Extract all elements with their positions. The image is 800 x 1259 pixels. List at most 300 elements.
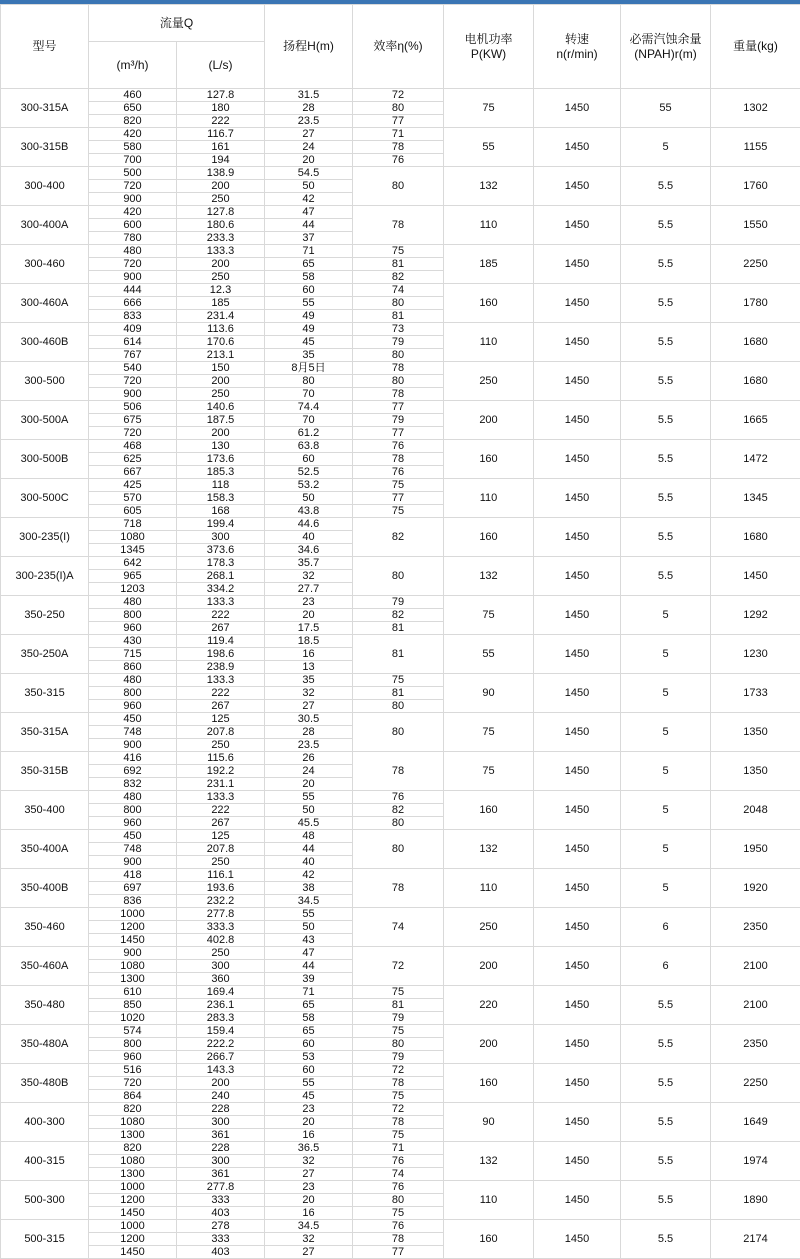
flow-m3h-cell: 720 — [89, 258, 177, 271]
flow-ls-cell: 178.3 — [177, 557, 265, 570]
model-cell: 350-460A — [1, 947, 89, 986]
efficiency-cell: 79 — [353, 596, 444, 609]
speed-cell: 1450 — [534, 947, 621, 986]
efficiency-cell: 76 — [353, 1181, 444, 1194]
efficiency-cell: 76 — [353, 791, 444, 804]
model-cell: 300-460A — [1, 284, 89, 323]
flow-m3h-cell: 900 — [89, 271, 177, 284]
flow-ls-cell: 250 — [177, 947, 265, 960]
efficiency-cell: 80 — [353, 1194, 444, 1207]
head-cell: 16 — [265, 648, 353, 661]
speed-cell: 1450 — [534, 830, 621, 869]
flow-ls-cell: 233.3 — [177, 232, 265, 245]
weight-cell: 1665 — [711, 401, 800, 440]
power-cell: 220 — [444, 986, 534, 1025]
flow-ls-cell: 200 — [177, 375, 265, 388]
efficiency-cell: 77 — [353, 401, 444, 414]
flow-m3h-cell: 1450 — [89, 934, 177, 947]
head-cell: 37 — [265, 232, 353, 245]
model-cell: 350-315A — [1, 713, 89, 752]
head-cell: 20 — [265, 1194, 353, 1207]
efficiency-cell: 80 — [353, 1038, 444, 1051]
speed-cell: 1450 — [534, 128, 621, 167]
flow-ls-cell: 277.8 — [177, 1181, 265, 1194]
flow-m3h-cell: 540 — [89, 362, 177, 375]
spec-row — [1, 674, 800, 687]
flow-ls-cell: 403 — [177, 1207, 265, 1220]
col-header-efficiency: 效率η(%) — [353, 5, 444, 89]
speed-cell: 1450 — [534, 1103, 621, 1142]
speed-cell: 1450 — [534, 557, 621, 596]
speed-cell: 1450 — [534, 713, 621, 752]
flow-m3h-cell: 1300 — [89, 1129, 177, 1142]
flow-ls-cell: 192.2 — [177, 765, 265, 778]
spec-row — [1, 284, 800, 297]
head-cell: 8月5日 — [265, 362, 353, 375]
efficiency-cell: 80 — [353, 830, 444, 869]
efficiency-cell: 78 — [353, 869, 444, 908]
head-cell: 31.5 — [265, 89, 353, 102]
flow-ls-cell: 200 — [177, 258, 265, 271]
spec-row — [1, 791, 800, 804]
flow-m3h-cell: 860 — [89, 661, 177, 674]
flow-m3h-cell: 460 — [89, 89, 177, 102]
efficiency-cell: 71 — [353, 1142, 444, 1155]
spec-row — [1, 245, 800, 258]
efficiency-cell: 72 — [353, 1064, 444, 1077]
npsh-cell: 5 — [621, 128, 711, 167]
power-cell: 132 — [444, 167, 534, 206]
power-cell: 110 — [444, 1181, 534, 1220]
flow-m3h-cell: 1345 — [89, 544, 177, 557]
flow-ls-cell: 266.7 — [177, 1051, 265, 1064]
flow-m3h-cell: 500 — [89, 167, 177, 180]
flow-m3h-cell: 1000 — [89, 1220, 177, 1233]
head-cell: 49 — [265, 323, 353, 336]
flow-ls-cell: 267 — [177, 817, 265, 830]
npsh-cell: 5.5 — [621, 167, 711, 206]
head-cell: 50 — [265, 804, 353, 817]
flow-m3h-cell: 600 — [89, 219, 177, 232]
model-cell: 350-480 — [1, 986, 89, 1025]
flow-m3h-cell: 650 — [89, 102, 177, 115]
spec-row — [1, 752, 800, 765]
flow-m3h-cell: 800 — [89, 687, 177, 700]
power-cell: 75 — [444, 89, 534, 128]
head-cell: 32 — [265, 687, 353, 700]
weight-cell: 1920 — [711, 869, 800, 908]
flow-m3h-cell: 675 — [89, 414, 177, 427]
efficiency-cell: 78 — [353, 362, 444, 375]
flow-m3h-cell: 960 — [89, 1051, 177, 1064]
speed-cell: 1450 — [534, 674, 621, 713]
head-cell: 20 — [265, 778, 353, 791]
head-cell: 28 — [265, 726, 353, 739]
col-header-power-line2: P(KW) — [444, 47, 533, 62]
head-cell: 20 — [265, 1116, 353, 1129]
speed-cell: 1450 — [534, 362, 621, 401]
col-header-speed-line1: 转速 — [534, 32, 620, 47]
efficiency-cell: 79 — [353, 336, 444, 349]
flow-ls-cell: 231.1 — [177, 778, 265, 791]
head-cell: 55 — [265, 297, 353, 310]
flow-m3h-cell: 480 — [89, 245, 177, 258]
flow-m3h-cell: 418 — [89, 869, 177, 882]
weight-cell: 1760 — [711, 167, 800, 206]
npsh-cell: 5.5 — [621, 206, 711, 245]
power-cell: 160 — [444, 1220, 534, 1259]
head-cell: 17.5 — [265, 622, 353, 635]
efficiency-cell: 78 — [353, 1233, 444, 1246]
model-cell: 300-500 — [1, 362, 89, 401]
speed-cell: 1450 — [534, 791, 621, 830]
speed-cell: 1450 — [534, 401, 621, 440]
power-cell: 250 — [444, 908, 534, 947]
power-cell: 160 — [444, 1064, 534, 1103]
npsh-cell: 5 — [621, 635, 711, 674]
weight-cell: 1680 — [711, 518, 800, 557]
flow-ls-cell: 213.1 — [177, 349, 265, 362]
efficiency-cell: 81 — [353, 310, 444, 323]
flow-ls-cell: 200 — [177, 1077, 265, 1090]
model-cell: 300-235(I)A — [1, 557, 89, 596]
flow-ls-cell: 180 — [177, 102, 265, 115]
spec-row — [1, 596, 800, 609]
flow-m3h-cell: 1200 — [89, 1194, 177, 1207]
flow-m3h-cell: 700 — [89, 154, 177, 167]
weight-cell: 1550 — [711, 206, 800, 245]
npsh-cell: 5 — [621, 791, 711, 830]
flow-ls-cell: 133.3 — [177, 596, 265, 609]
col-header-weight: 重量(kg) — [711, 5, 800, 89]
npsh-cell: 5.5 — [621, 440, 711, 479]
flow-ls-cell: 250 — [177, 856, 265, 869]
npsh-cell: 55 — [621, 89, 711, 128]
efficiency-cell: 76 — [353, 1155, 444, 1168]
flow-ls-cell: 207.8 — [177, 843, 265, 856]
model-cell: 350-460 — [1, 908, 89, 947]
flow-ls-cell: 333 — [177, 1194, 265, 1207]
flow-ls-cell: 300 — [177, 960, 265, 973]
head-cell: 60 — [265, 1064, 353, 1077]
efficiency-cell: 75 — [353, 1129, 444, 1142]
power-cell: 90 — [444, 674, 534, 713]
flow-m3h-cell: 1080 — [89, 1155, 177, 1168]
head-cell: 50 — [265, 180, 353, 193]
head-cell: 50 — [265, 492, 353, 505]
efficiency-cell: 73 — [353, 323, 444, 336]
speed-cell: 1450 — [534, 986, 621, 1025]
model-cell: 300-460B — [1, 323, 89, 362]
flow-m3h-cell: 1080 — [89, 531, 177, 544]
power-cell: 200 — [444, 401, 534, 440]
col-header-speed — [534, 5, 621, 89]
head-cell: 20 — [265, 609, 353, 622]
flow-ls-cell: 360 — [177, 973, 265, 986]
model-cell: 350-400A — [1, 830, 89, 869]
head-cell: 27.7 — [265, 583, 353, 596]
power-cell: 110 — [444, 479, 534, 518]
speed-cell: 1450 — [534, 323, 621, 362]
flow-ls-cell: 222 — [177, 115, 265, 128]
flow-m3h-cell: 720 — [89, 375, 177, 388]
flow-m3h-cell: 767 — [89, 349, 177, 362]
flow-ls-cell: 228 — [177, 1142, 265, 1155]
npsh-cell: 5.5 — [621, 518, 711, 557]
efficiency-cell: 75 — [353, 479, 444, 492]
power-cell: 200 — [444, 1025, 534, 1064]
model-cell: 400-315 — [1, 1142, 89, 1181]
head-cell: 27 — [265, 128, 353, 141]
flow-ls-cell: 119.4 — [177, 635, 265, 648]
efficiency-cell: 71 — [353, 128, 444, 141]
efficiency-cell: 72 — [353, 947, 444, 986]
efficiency-cell: 80 — [353, 102, 444, 115]
speed-cell: 1450 — [534, 1181, 621, 1220]
power-cell: 132 — [444, 557, 534, 596]
speed-cell: 1450 — [534, 1220, 621, 1259]
efficiency-cell: 76 — [353, 466, 444, 479]
flow-m3h-cell: 780 — [89, 232, 177, 245]
flow-ls-cell: 198.6 — [177, 648, 265, 661]
head-cell: 80 — [265, 375, 353, 388]
npsh-cell: 5.5 — [621, 1181, 711, 1220]
flow-ls-cell: 333.3 — [177, 921, 265, 934]
flow-m3h-cell: 820 — [89, 1103, 177, 1116]
col-header-npsh-line1: 必需汽蚀余量 — [621, 32, 710, 47]
flow-ls-cell: 194 — [177, 154, 265, 167]
npsh-cell: 5.5 — [621, 986, 711, 1025]
head-cell: 74.4 — [265, 401, 353, 414]
flow-ls-cell: 232.2 — [177, 895, 265, 908]
col-header-flow-ls: (L/s) — [177, 42, 265, 89]
npsh-cell: 5 — [621, 869, 711, 908]
speed-cell: 1450 — [534, 245, 621, 284]
weight-cell: 2250 — [711, 1064, 800, 1103]
head-cell: 34.6 — [265, 544, 353, 557]
weight-cell: 2100 — [711, 947, 800, 986]
flow-ls-cell: 130 — [177, 440, 265, 453]
flow-m3h-cell: 718 — [89, 518, 177, 531]
model-cell: 350-315 — [1, 674, 89, 713]
head-cell: 58 — [265, 1012, 353, 1025]
flow-m3h-cell: 800 — [89, 609, 177, 622]
flow-ls-cell: 133.3 — [177, 245, 265, 258]
weight-cell: 2250 — [711, 245, 800, 284]
model-cell: 500-300 — [1, 1181, 89, 1220]
efficiency-cell: 82 — [353, 804, 444, 817]
head-cell: 65 — [265, 999, 353, 1012]
speed-cell: 1450 — [534, 1142, 621, 1181]
col-header-speed-line2: n(r/min) — [534, 47, 620, 62]
npsh-cell: 5.5 — [621, 284, 711, 323]
flow-m3h-cell: 480 — [89, 791, 177, 804]
head-cell: 53.2 — [265, 479, 353, 492]
head-cell: 58 — [265, 271, 353, 284]
head-cell: 43.8 — [265, 505, 353, 518]
flow-ls-cell: 240 — [177, 1090, 265, 1103]
flow-m3h-cell: 1000 — [89, 908, 177, 921]
spec-row — [1, 206, 800, 219]
spec-row — [1, 908, 800, 921]
flow-ls-cell: 300 — [177, 1116, 265, 1129]
efficiency-cell: 75 — [353, 1207, 444, 1220]
head-cell: 55 — [265, 1077, 353, 1090]
efficiency-cell: 75 — [353, 1025, 444, 1038]
spec-row — [1, 1025, 800, 1038]
power-cell: 75 — [444, 752, 534, 791]
model-cell: 350-480B — [1, 1064, 89, 1103]
head-cell: 71 — [265, 245, 353, 258]
npsh-cell: 5.5 — [621, 1064, 711, 1103]
npsh-cell: 5 — [621, 752, 711, 791]
spec-row — [1, 557, 800, 570]
col-header-npsh — [621, 5, 711, 89]
head-cell: 13 — [265, 661, 353, 674]
flow-m3h-cell: 960 — [89, 700, 177, 713]
weight-cell: 1155 — [711, 128, 800, 167]
efficiency-cell: 75 — [353, 245, 444, 258]
power-cell: 250 — [444, 362, 534, 401]
speed-cell: 1450 — [534, 869, 621, 908]
model-cell: 300-315B — [1, 128, 89, 167]
efficiency-cell: 76 — [353, 154, 444, 167]
flow-ls-cell: 236.1 — [177, 999, 265, 1012]
model-cell: 350-400B — [1, 869, 89, 908]
weight-cell: 1292 — [711, 596, 800, 635]
power-cell: 132 — [444, 1142, 534, 1181]
head-cell: 40 — [265, 856, 353, 869]
flow-ls-cell: 250 — [177, 271, 265, 284]
spec-row — [1, 167, 800, 180]
col-header-power — [444, 5, 534, 89]
spec-row — [1, 1220, 800, 1233]
flow-ls-cell: 238.9 — [177, 661, 265, 674]
spec-row — [1, 89, 800, 102]
flow-m3h-cell: 580 — [89, 141, 177, 154]
flow-m3h-cell: 960 — [89, 817, 177, 830]
flow-m3h-cell: 610 — [89, 986, 177, 999]
flow-m3h-cell: 1080 — [89, 960, 177, 973]
head-cell: 47 — [265, 206, 353, 219]
head-cell: 32 — [265, 570, 353, 583]
flow-m3h-cell: 425 — [89, 479, 177, 492]
efficiency-cell: 77 — [353, 492, 444, 505]
speed-cell: 1450 — [534, 1025, 621, 1064]
spec-row — [1, 1103, 800, 1116]
flow-m3h-cell: 430 — [89, 635, 177, 648]
power-cell: 75 — [444, 713, 534, 752]
spec-row — [1, 869, 800, 882]
efficiency-cell: 78 — [353, 752, 444, 791]
efficiency-cell: 75 — [353, 674, 444, 687]
flow-m3h-cell: 832 — [89, 778, 177, 791]
head-cell: 48 — [265, 830, 353, 843]
flow-ls-cell: 361 — [177, 1129, 265, 1142]
flow-ls-cell: 222 — [177, 687, 265, 700]
npsh-cell: 5 — [621, 674, 711, 713]
spec-row — [1, 128, 800, 141]
head-cell: 23 — [265, 596, 353, 609]
flow-ls-cell: 300 — [177, 1155, 265, 1168]
model-cell: 300-315A — [1, 89, 89, 128]
npsh-cell: 6 — [621, 908, 711, 947]
power-cell: 160 — [444, 518, 534, 557]
weight-cell: 1890 — [711, 1181, 800, 1220]
head-cell: 26 — [265, 752, 353, 765]
model-cell: 350-400 — [1, 791, 89, 830]
flow-ls-cell: 125 — [177, 713, 265, 726]
weight-cell: 1974 — [711, 1142, 800, 1181]
head-cell: 16 — [265, 1129, 353, 1142]
flow-m3h-cell: 1450 — [89, 1246, 177, 1259]
flow-ls-cell: 187.5 — [177, 414, 265, 427]
flow-ls-cell: 113.6 — [177, 323, 265, 336]
flow-ls-cell: 278 — [177, 1220, 265, 1233]
model-cell: 400-300 — [1, 1103, 89, 1142]
flow-m3h-cell: 1200 — [89, 921, 177, 934]
efficiency-cell: 76 — [353, 1220, 444, 1233]
power-cell: 200 — [444, 947, 534, 986]
flow-m3h-cell: 1200 — [89, 1233, 177, 1246]
head-cell: 35 — [265, 349, 353, 362]
flow-ls-cell: 193.6 — [177, 882, 265, 895]
flow-ls-cell: 222 — [177, 609, 265, 622]
flow-ls-cell: 115.6 — [177, 752, 265, 765]
head-cell: 43 — [265, 934, 353, 947]
weight-cell: 2174 — [711, 1220, 800, 1259]
flow-m3h-cell: 748 — [89, 726, 177, 739]
npsh-cell: 5.5 — [621, 245, 711, 284]
flow-m3h-cell: 720 — [89, 427, 177, 440]
efficiency-cell: 76 — [353, 440, 444, 453]
flow-m3h-cell: 444 — [89, 284, 177, 297]
head-cell: 34.5 — [265, 895, 353, 908]
flow-ls-cell: 231.4 — [177, 310, 265, 323]
model-cell: 300-235(I) — [1, 518, 89, 557]
flow-ls-cell: 170.6 — [177, 336, 265, 349]
flow-ls-cell: 267 — [177, 622, 265, 635]
head-cell: 55 — [265, 908, 353, 921]
efficiency-cell: 80 — [353, 167, 444, 206]
efficiency-cell: 80 — [353, 557, 444, 596]
model-cell: 300-400A — [1, 206, 89, 245]
efficiency-cell: 72 — [353, 1103, 444, 1116]
flow-ls-cell: 133.3 — [177, 791, 265, 804]
power-cell: 185 — [444, 245, 534, 284]
spec-row — [1, 440, 800, 453]
pump-spec-table — [0, 4, 800, 1259]
spec-row — [1, 323, 800, 336]
weight-cell: 1649 — [711, 1103, 800, 1142]
flow-m3h-cell: 625 — [89, 453, 177, 466]
head-cell: 71 — [265, 986, 353, 999]
flow-ls-cell: 116.7 — [177, 128, 265, 141]
power-cell: 55 — [444, 635, 534, 674]
head-cell: 23 — [265, 1103, 353, 1116]
weight-cell: 1680 — [711, 323, 800, 362]
model-cell: 350-250A — [1, 635, 89, 674]
flow-ls-cell: 250 — [177, 193, 265, 206]
head-cell: 27 — [265, 1246, 353, 1259]
flow-ls-cell: 173.6 — [177, 453, 265, 466]
spec-row — [1, 362, 800, 375]
flow-ls-cell: 222.2 — [177, 1038, 265, 1051]
flow-m3h-cell: 960 — [89, 622, 177, 635]
efficiency-cell: 80 — [353, 713, 444, 752]
flow-ls-cell: 169.4 — [177, 986, 265, 999]
model-cell: 500-315 — [1, 1220, 89, 1259]
